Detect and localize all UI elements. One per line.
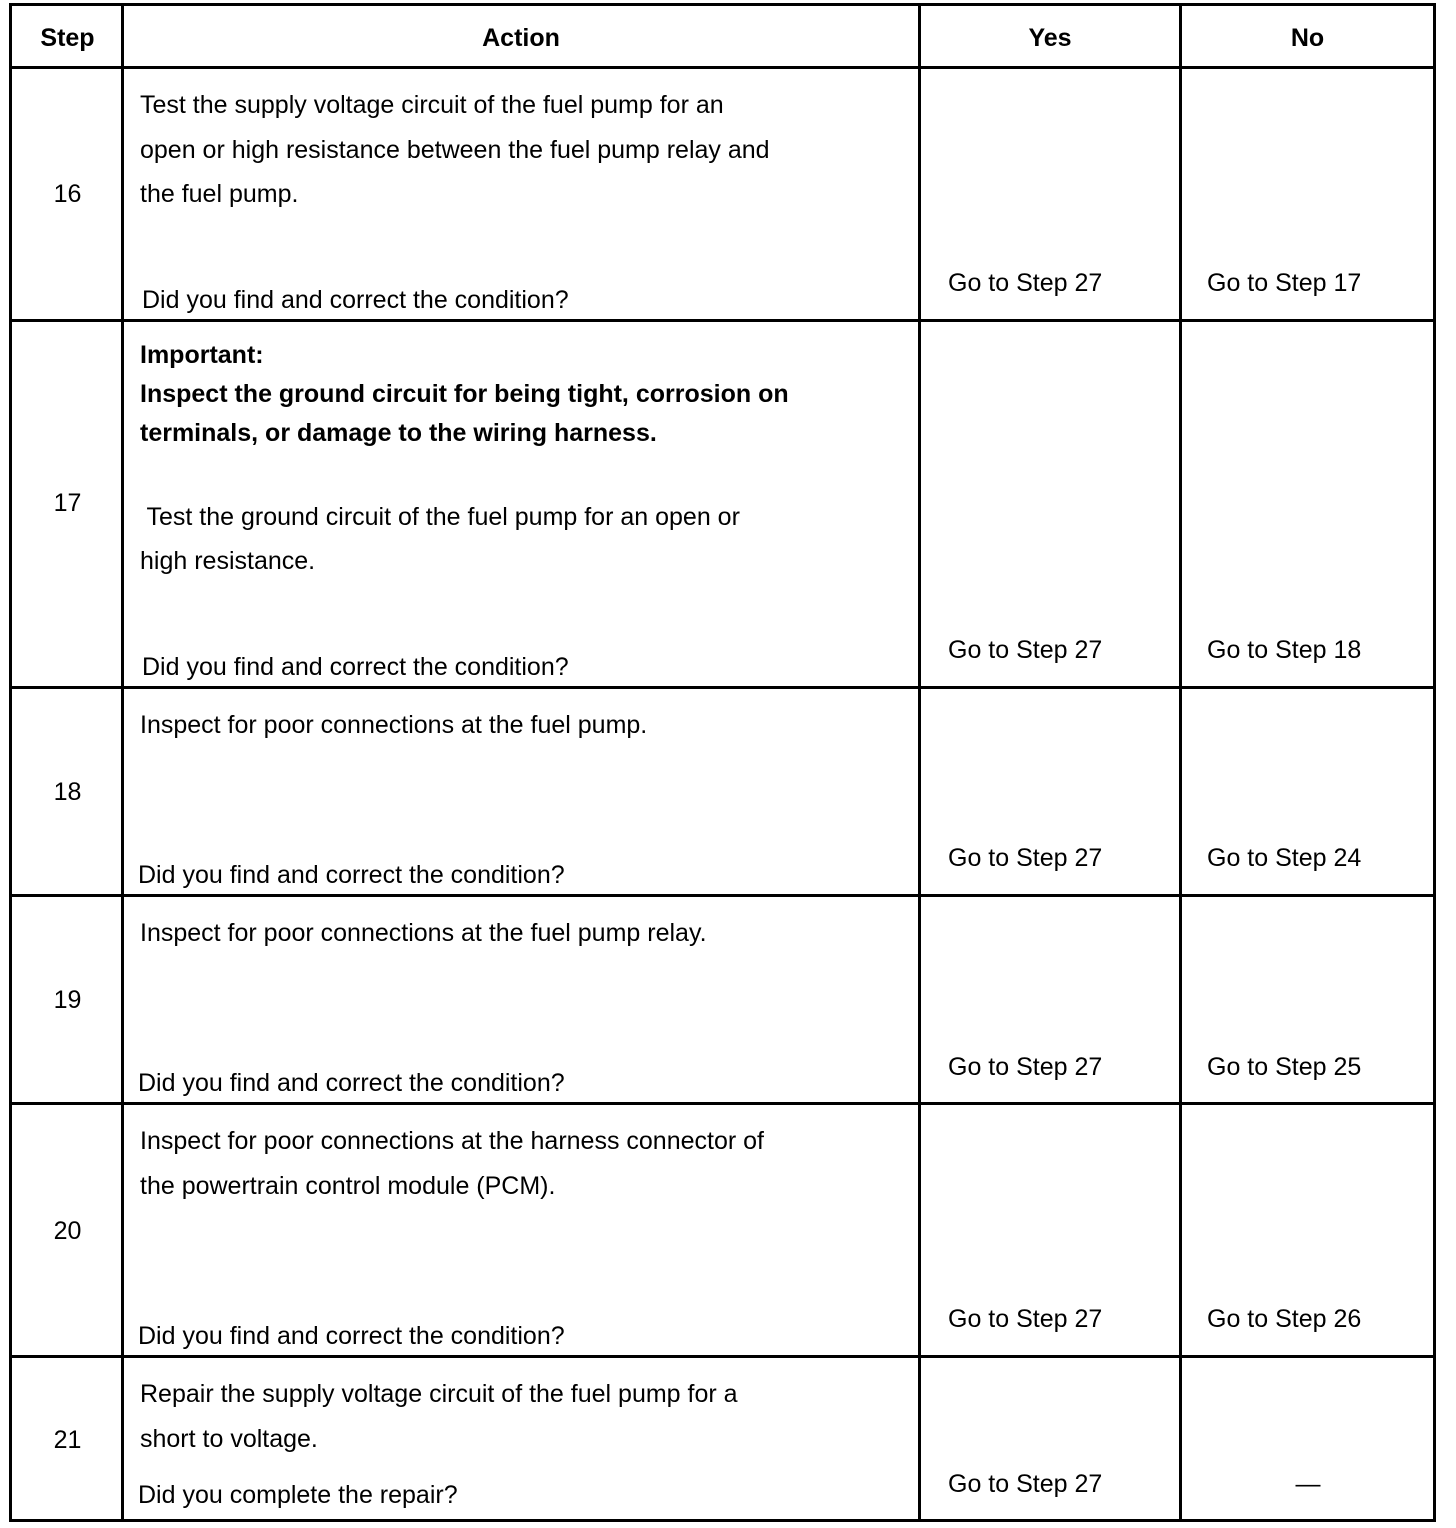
action-line: Test the supply voltage circuit of the fuel pump for an (140, 91, 724, 119)
table-border-bottom (9, 1519, 1436, 1522)
row-divider (9, 319, 1436, 322)
yes-result: Go to Step 27 (948, 636, 1103, 664)
column-divider (121, 3, 124, 1522)
row-divider (9, 1102, 1436, 1105)
row-divider (9, 894, 1436, 897)
yes-result: Go to Step 27 (948, 269, 1103, 297)
header-no: No (1290, 24, 1325, 52)
action-line: the powertrain control module (PCM). (140, 1172, 556, 1200)
step-number: 17 (53, 489, 82, 517)
step-number: 16 (53, 180, 82, 208)
action-question: Did you find and correct the condition? (142, 653, 569, 681)
column-divider (918, 3, 921, 1522)
action-line: Inspect for poor connections at the fuel pump. (140, 711, 648, 739)
action-line: high resistance. (140, 547, 316, 575)
table-border-right (1433, 3, 1436, 1522)
action-question: Did you find and correct the condition? (142, 286, 569, 314)
row-divider (9, 1355, 1436, 1358)
action-line: open or high resistance between the fuel pump relay and (140, 136, 770, 164)
action-line: Inspect for poor connections at the harness connector of (140, 1127, 764, 1155)
important-label: Important: (140, 341, 264, 369)
action-question: Did you find and correct the condition? (138, 1322, 565, 1350)
action-line: the fuel pump. (140, 180, 299, 208)
row-divider (9, 686, 1436, 689)
column-divider (1179, 3, 1182, 1522)
table-border-left (9, 3, 12, 1522)
header-step: Step (40, 24, 95, 52)
action-question: Did you find and correct the condition? (138, 1069, 565, 1097)
no-result: Go to Step 25 (1207, 1053, 1362, 1081)
no-result: Go to Step 18 (1207, 636, 1362, 664)
no-result: Go to Step 26 (1207, 1305, 1362, 1333)
no-result: — (1295, 1470, 1321, 1498)
action-question: Did you find and correct the condition? (138, 861, 565, 889)
important-note-line: Inspect the ground circuit for being tight, corrosion on (140, 380, 789, 408)
step-number: 18 (53, 778, 82, 806)
important-note-line: terminals, or damage to the wiring harness. (140, 419, 657, 447)
header-divider (9, 66, 1436, 69)
no-result: Go to Step 24 (1207, 844, 1362, 872)
no-result: Go to Step 17 (1207, 269, 1362, 297)
yes-result: Go to Step 27 (948, 844, 1103, 872)
header-action: Action (482, 24, 560, 52)
action-line: short to voltage. (140, 1425, 318, 1453)
yes-result: Go to Step 27 (948, 1305, 1103, 1333)
table-border-top (9, 3, 1436, 6)
yes-result: Go to Step 27 (948, 1053, 1103, 1081)
action-line: Test the ground circuit of the fuel pump for an open or (140, 503, 740, 531)
step-number: 19 (53, 986, 82, 1014)
yes-result: Go to Step 27 (948, 1470, 1103, 1498)
step-number: 20 (53, 1217, 82, 1245)
header-yes: Yes (1028, 24, 1072, 52)
action-line: Repair the supply voltage circuit of the fuel pump for a (140, 1380, 738, 1408)
action-question: Did you complete the repair? (138, 1481, 458, 1509)
step-number: 21 (53, 1426, 82, 1454)
action-line: Inspect for poor connections at the fuel pump relay. (140, 919, 707, 947)
